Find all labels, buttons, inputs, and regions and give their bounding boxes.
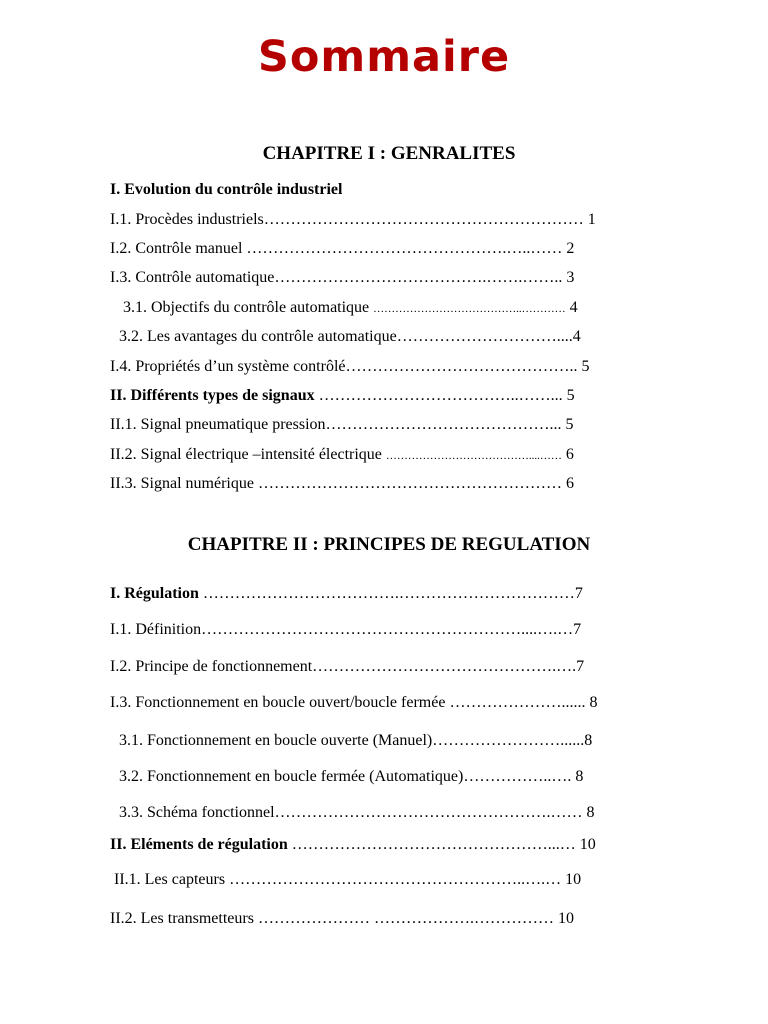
page-title: Sommaire <box>257 32 511 82</box>
toc-leader: ………………… ……………….…………… <box>257 910 554 927</box>
toc-leader: ……………………………………………………....….… <box>201 621 574 638</box>
toc-leader: ………………………………………….…..…… <box>246 240 563 257</box>
toc-leader: ………………………………………………… <box>257 475 562 492</box>
toc-entry-title: II.1. Signal pneumatique pression <box>110 416 326 433</box>
toc-leader: ………………………………..……... <box>318 387 563 404</box>
toc-entry[interactable] <box>110 386 575 406</box>
toc-page-number: 8 <box>571 768 584 785</box>
toc-entry[interactable] <box>119 731 592 751</box>
toc-entry[interactable] <box>110 445 574 466</box>
toc-page-number: 8 <box>584 732 593 749</box>
toc-entry-title: II.3. Signal numérique <box>110 475 258 492</box>
toc-entry-title: II.1. Les capteurs <box>114 871 230 888</box>
toc-page-number: 1 <box>583 211 596 228</box>
toc-leader: ……………………………………... <box>325 416 562 433</box>
toc-entry[interactable] <box>110 268 574 288</box>
toc-entry[interactable] <box>110 180 342 200</box>
toc-entry-title: 3.2. Les avantages du contrôle automatique <box>119 328 397 345</box>
toc-page-number: 10 <box>561 871 582 888</box>
toc-entry-title: I.2. Principe de fonctionnement <box>110 658 313 675</box>
toc-entry-title: I.4. Propriétés d’un système contrôlé <box>110 358 346 375</box>
chapter-heading: CHAPITRE II : PRINCIPES DE REGULATION <box>187 534 591 555</box>
toc-page-number: 3 <box>562 269 575 286</box>
toc-page-number: 4 <box>565 299 578 316</box>
toc-entry[interactable] <box>119 767 583 787</box>
toc-leader: …………………...... <box>449 694 586 711</box>
toc-page-number: 5 <box>561 416 574 433</box>
toc-entry[interactable] <box>110 584 583 604</box>
toc-page-number: 8 <box>582 804 595 821</box>
toc-entry[interactable] <box>110 620 581 640</box>
toc-entry-title: II. Différents types de signaux <box>110 387 319 404</box>
toc-leader: …………………………………………….…… <box>274 804 583 821</box>
toc-entry[interactable] <box>110 210 596 230</box>
toc-entry-title: I.1. Définition <box>110 621 202 638</box>
toc-leader: ……………………………………….…. <box>312 658 577 675</box>
toc-entry[interactable] <box>110 415 574 435</box>
toc-page-number: 10 <box>553 910 574 927</box>
toc-entry[interactable] <box>119 803 595 823</box>
toc-entry-title: I.1. Procèdes industriels <box>110 211 264 228</box>
toc-entry[interactable] <box>110 357 590 377</box>
toc-entry-title: I. Régulation <box>110 585 203 602</box>
toc-page-number: 5 <box>577 358 590 375</box>
toc-page-number: 8 <box>585 694 598 711</box>
toc-leader: …………………………………………………… <box>263 211 584 228</box>
toc-page-number: 6 <box>561 475 574 492</box>
toc-page-number: 10 <box>575 836 596 853</box>
toc-leader: …………………………………..………… <box>373 303 566 315</box>
toc-entry-title: I.3. Fonctionnement en boucle ouvert/boucle fermée <box>110 694 450 711</box>
toc-page-number: 7 <box>576 658 585 675</box>
toc-entry[interactable] <box>110 474 574 494</box>
toc-entry-title: II.2. Signal électrique –intensité électrique <box>110 446 386 463</box>
toc-entry-title: I.2. Contrôle manuel <box>110 240 247 257</box>
toc-leader: …………………………………………...… <box>291 836 576 853</box>
toc-page-number: 2 <box>562 240 575 257</box>
toc-page-number: 6 <box>561 446 574 463</box>
toc-entry[interactable] <box>110 909 574 929</box>
toc-leader: ……………………...... <box>432 732 585 749</box>
toc-entry-title: 3.1. Objectifs du contrôle automatique <box>123 299 374 316</box>
toc-leader: ……………………………….…………………………… <box>202 585 575 602</box>
toc-leader: ……………..…. <box>463 768 572 785</box>
toc-page-number: 7 <box>573 621 582 638</box>
toc-leader: ………………………………………………..….… <box>229 871 562 888</box>
toc-entry-title: 3.3. Schéma fonctionnel <box>119 804 275 821</box>
toc-leader: …………………………………....…… <box>385 450 562 462</box>
toc-entry-title: 3.2. Fonctionnement en boucle fermée (Automatique) <box>119 768 464 785</box>
toc-page-number: 4 <box>572 328 581 345</box>
toc-entry[interactable] <box>110 835 596 855</box>
toc-entry-title: II.2. Les transmetteurs <box>110 910 258 927</box>
toc-page-number: 7 <box>574 585 583 602</box>
toc-entry[interactable] <box>110 239 574 259</box>
toc-leader: ………………………….... <box>396 328 573 345</box>
toc-entry-title: I.3. Contrôle automatique <box>110 269 275 286</box>
toc-leader: …………………………………….. <box>345 358 578 375</box>
toc-entry[interactable] <box>110 693 597 713</box>
toc-page-number: 5 <box>562 387 575 404</box>
toc-leader: ………………………………….…….…….. <box>274 269 563 286</box>
toc-entry-title: II. Eléments de régulation <box>110 836 292 853</box>
toc-entry[interactable] <box>123 298 578 319</box>
toc-entry-title: I. Evolution du contrôle industriel <box>110 181 343 198</box>
toc-entry[interactable] <box>110 657 584 677</box>
toc-entry[interactable] <box>114 870 581 890</box>
chapter-heading: CHAPITRE I : GENRALITES <box>262 143 516 164</box>
toc-entry[interactable] <box>119 327 581 347</box>
toc-entry-title: 3.1. Fonctionnement en boucle ouverte (Manuel) <box>119 732 433 749</box>
